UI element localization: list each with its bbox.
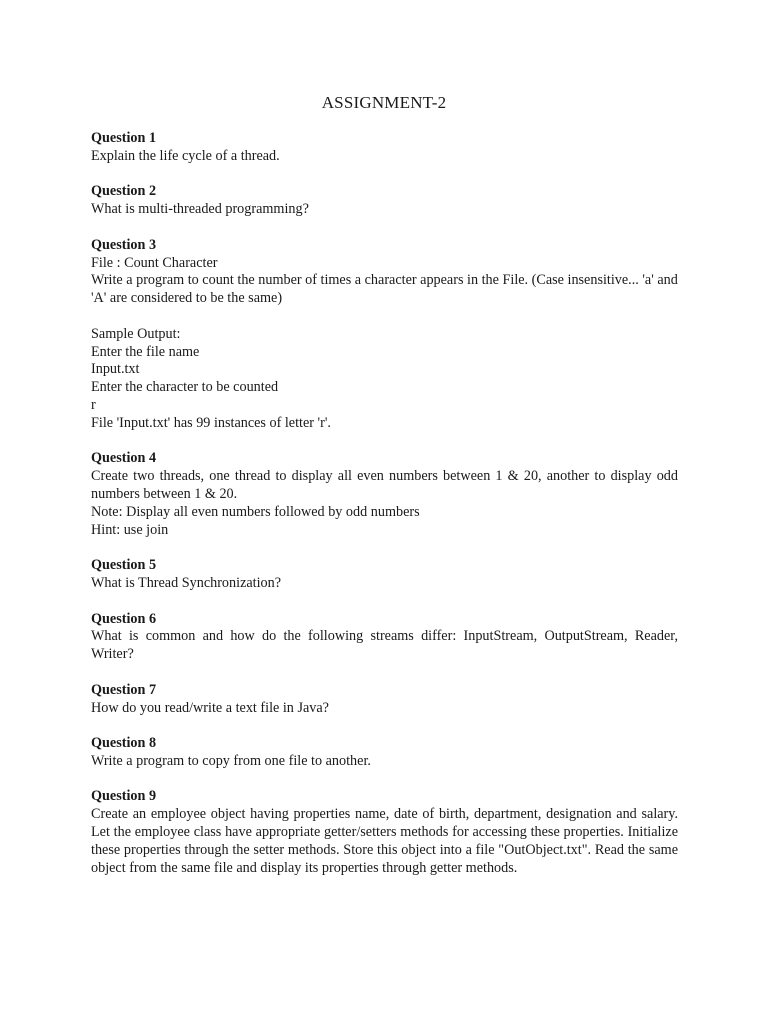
question-heading: Question 1 xyxy=(91,130,157,146)
question-9 xyxy=(91,788,678,877)
sample-output-line: File 'Input.txt' has 99 instances of letter 'r'. xyxy=(91,414,331,431)
question-text: Create an employee object having properties name, date of birth, department, designation and salary. Let the employee class have appropriate getter/setters methods for accessing these properties. Initialize these properties through the setter methods. Store this object into a file "OutObject.txt". Read the same object from the same file and display its properties through getter methods. xyxy=(91,806,678,876)
question-4 xyxy=(91,450,678,539)
page-title: ASSIGNMENT-2 xyxy=(321,93,447,112)
question-6 xyxy=(91,611,678,664)
sample-output-line: Enter the character to be counted xyxy=(91,379,279,396)
question-heading: Question 5 xyxy=(91,557,157,574)
sample-output-line: r xyxy=(91,396,96,413)
question-3 xyxy=(91,237,678,433)
question-hint: Hint: use join xyxy=(91,521,169,538)
question-text: Explain the life cycle of a thread. xyxy=(91,147,280,164)
spacer xyxy=(91,308,678,326)
question-heading: Question 9 xyxy=(91,788,157,805)
question-heading: Question 4 xyxy=(91,450,157,467)
question-heading: Question 6 xyxy=(91,610,157,627)
question-list xyxy=(91,130,678,895)
sample-output-label: Sample Output: xyxy=(91,325,181,342)
question-text: What is common and how do the following streams differ: InputStream, OutputStream, Reader, Writer? xyxy=(91,628,678,663)
question-heading: Question 2 xyxy=(91,183,157,200)
question-subtitle: File : Count Character xyxy=(91,254,218,271)
question-heading: Question 3 xyxy=(91,236,157,253)
question-text: Create two threads, one thread to display all even numbers between 1 & 20, another to display odd numbers between 1 & 20. xyxy=(91,468,678,502)
sample-output-line: Enter the file name xyxy=(91,343,200,360)
question-note: Note: Display all even numbers followed by odd numbers xyxy=(91,503,420,520)
question-1 xyxy=(91,130,678,166)
question-text: Write a program to copy from one file to another. xyxy=(91,752,371,769)
question-text: What is Thread Synchronization? xyxy=(91,574,282,591)
question-text: What is multi-threaded programming? xyxy=(91,201,309,218)
question-text: Write a program to count the number of times a character appears in the File. (Case insensitive... 'a' and 'A' are considered to be the same) xyxy=(91,272,678,307)
sample-output-line: Input.txt xyxy=(91,361,140,378)
question-heading: Question 8 xyxy=(91,735,157,752)
question-5 xyxy=(91,557,678,593)
question-text: How do you read/write a text file in Java? xyxy=(91,699,329,716)
question-8 xyxy=(91,735,678,771)
question-7 xyxy=(91,682,678,718)
question-2 xyxy=(91,183,678,219)
question-heading: Question 7 xyxy=(91,681,157,698)
